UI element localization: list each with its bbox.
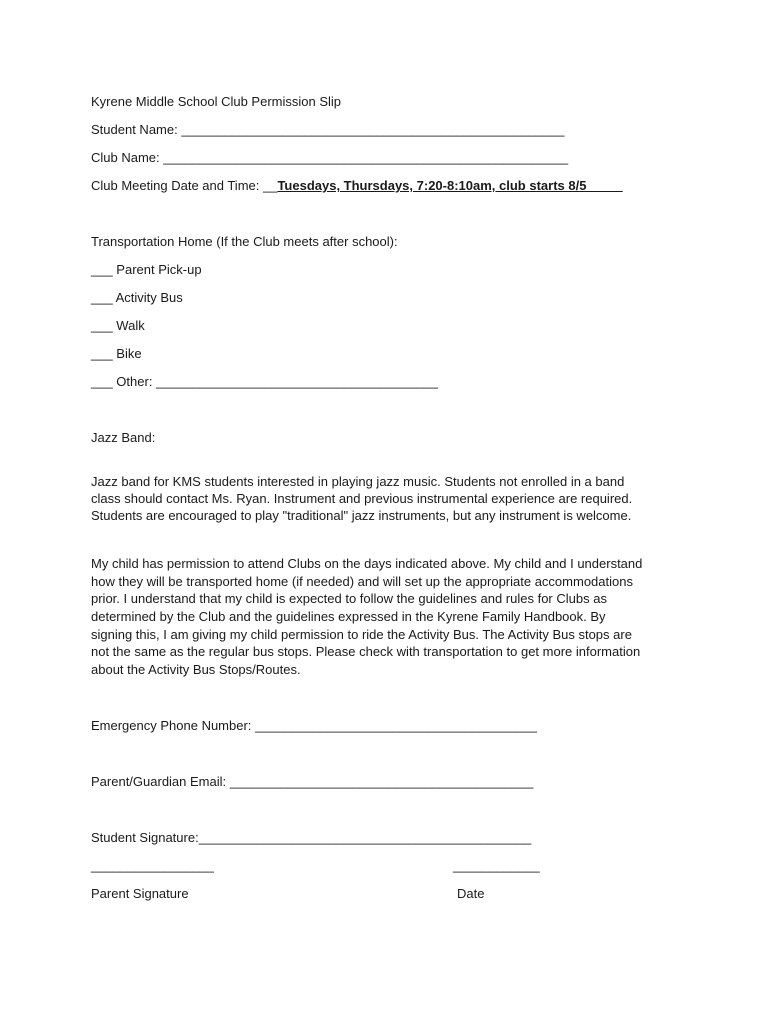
meeting-value: Tuesdays, Thursdays, 7:20-8:10am, club starts 8/5: [277, 178, 587, 193]
club-description-line: Students are encouraged to play "traditional" jazz instruments, but any instrument is welcome.: [91, 508, 632, 523]
permission-statement-line: how they will be transported home (if needed) and will set up the appropriate accommodations: [91, 574, 633, 589]
transport-option-other[interactable]: ___ Other: _______________________________________: [91, 374, 439, 389]
transport-option-bike[interactable]: ___ Bike: [91, 346, 142, 361]
meeting-label: Club Meeting Date and Time: __: [91, 178, 278, 193]
student-signature-field[interactable]: Student Signature:______________________________________________: [91, 830, 532, 845]
guardian-email-field[interactable]: Parent/Guardian Email: __________________________________________: [91, 774, 534, 789]
transport-option-walk[interactable]: ___ Walk: [91, 318, 145, 333]
meeting-date-time: [91, 178, 623, 194]
club-name-field[interactable]: Club Name: ________________________________________________________: [91, 150, 569, 165]
permission-statement-line: determined by the Club and the guidelines expressed in the Kyrene Family Handbook. By: [91, 609, 606, 624]
transport-option-parent-pickup[interactable]: ___ Parent Pick-up: [91, 262, 202, 277]
student-name-field[interactable]: Student Name: _____________________________________________________: [91, 122, 565, 137]
meeting-trail: _____: [586, 178, 623, 193]
club-description-line: class should contact Ms. Ryan. Instrument and previous instrumental experience are required.: [91, 491, 633, 506]
permission-statement-line: My child has permission to attend Clubs on the days indicated above. My child and I understand: [91, 556, 643, 571]
transport-option-activity-bus[interactable]: ___ Activity Bus: [91, 290, 183, 305]
emergency-phone-field[interactable]: Emergency Phone Number: _______________________________________: [91, 718, 537, 733]
club-heading: Jazz Band:: [91, 430, 156, 445]
parent-signature-label: Parent Signature: [91, 886, 189, 901]
date-label: Date: [457, 886, 485, 901]
permission-statement-line: about the Activity Bus Stops/Routes.: [91, 662, 301, 677]
parent-signature-line[interactable]: _________________: [91, 858, 214, 873]
permission-statement-line: not the same as the regular bus stops. Please check with transportation to get more information: [91, 644, 641, 659]
permission-statement-line: signing this, I am giving my child permission to ride the Activity Bus. The Activity Bus stops are: [91, 627, 632, 642]
club-description-line: Jazz band for KMS students interested in playing jazz music. Students not enrolled in a band: [91, 474, 625, 489]
transport-heading: Transportation Home (If the Club meets after school):: [91, 234, 398, 249]
date-line[interactable]: ____________: [453, 858, 540, 873]
form-title: Kyrene Middle School Club Permission Slip: [91, 94, 342, 109]
permission-statement-line: prior. I understand that my child is expected to follow the guidelines and rules for Clubs as: [91, 591, 607, 606]
